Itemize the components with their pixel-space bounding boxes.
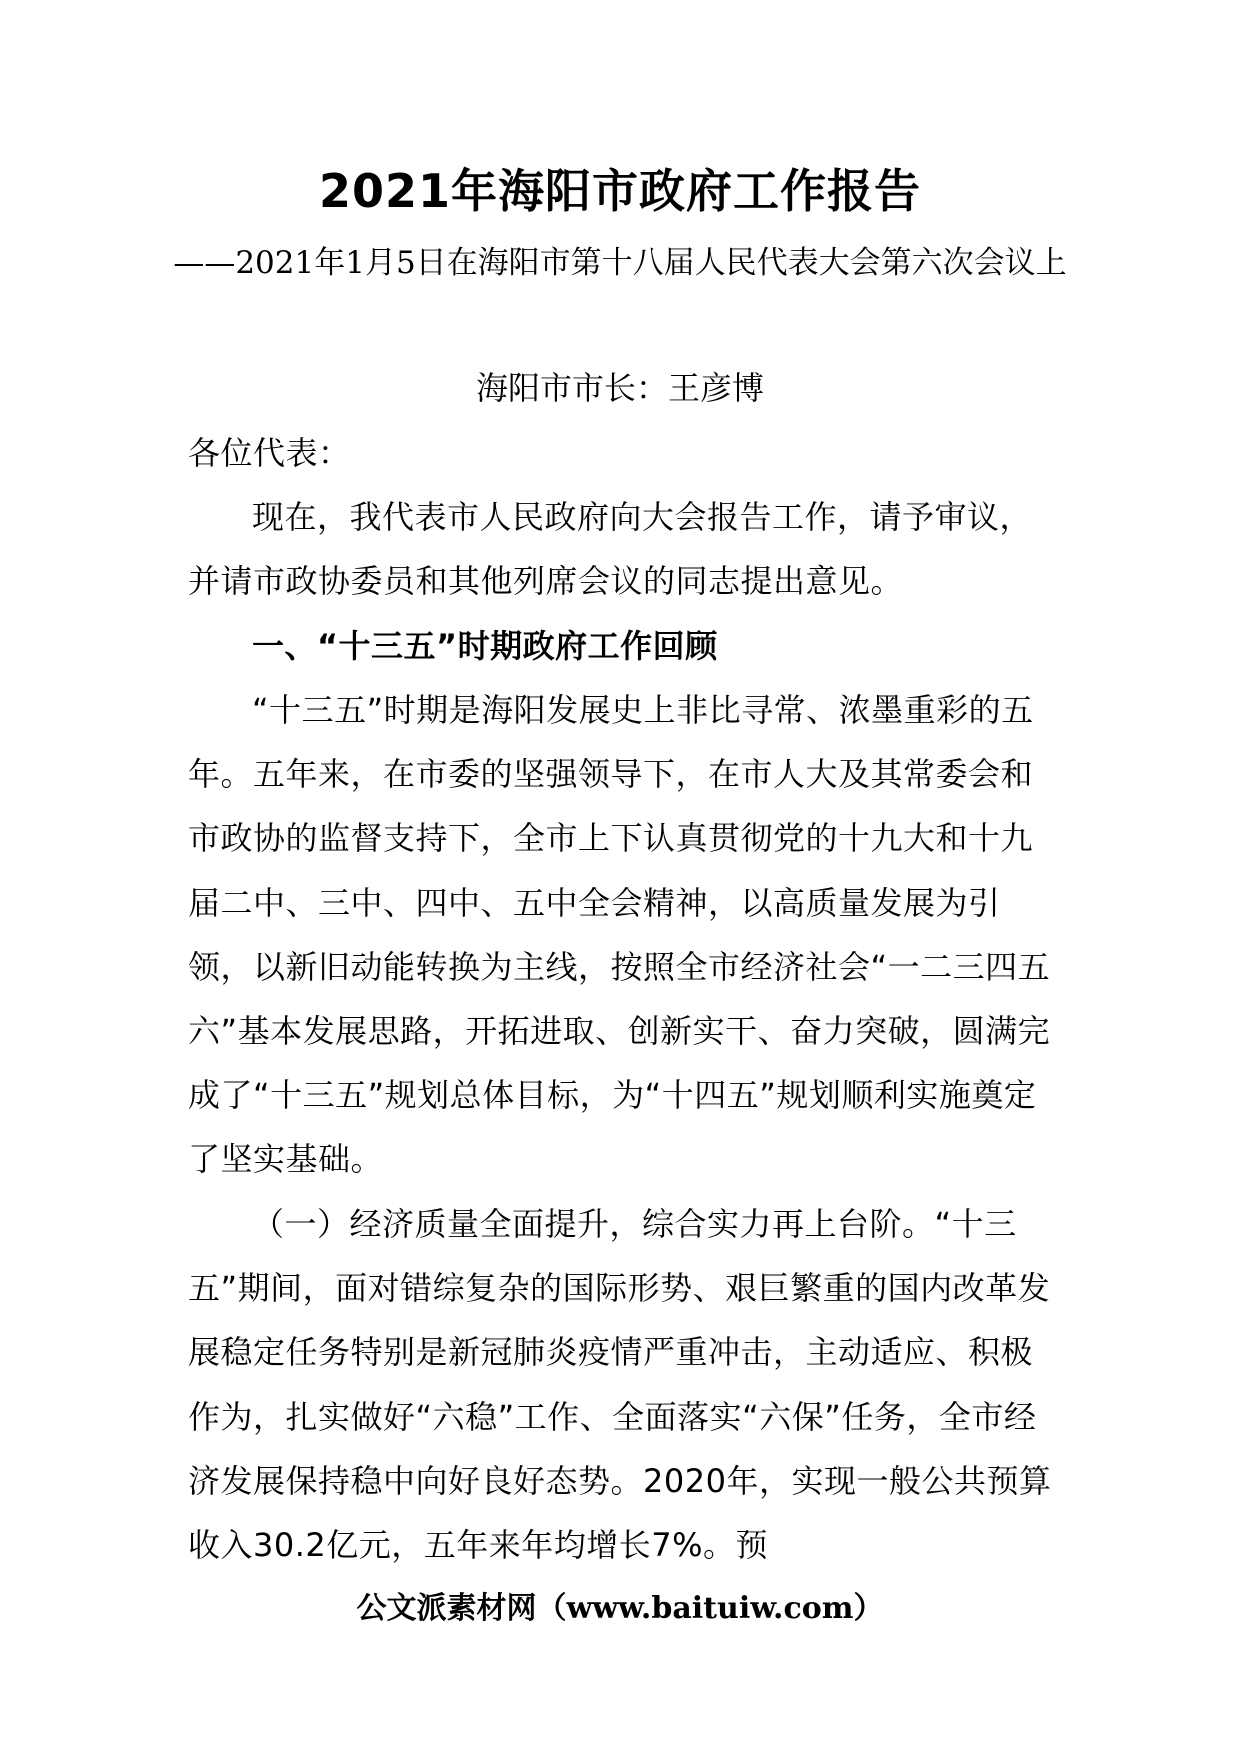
- salutation: 各位代表：: [188, 434, 351, 472]
- document-subtitle: ——2021年1月5日在海阳市第十八届人民代表大会第六次会议上: [173, 245, 1067, 281]
- footer-site-name: 公文派素材网: [356, 1591, 537, 1626]
- paragraph-economy: （一）经济质量全面提升，综合实力再上台阶。“十三五”期间，面对错综复杂的国际形势、艰巨繁重的国内改革发展稳定任务特别是新冠肺炎疫情严重冲击，主动适应、积极作为，扎实做好“六稳”工作、全面落实“六保”任务，全市经济发展保持稳中向好良好态势。2020年，实现一般公共预算收入30.2亿元，五年来年均增长7%。预: [188, 1205, 1052, 1565]
- paragraph-review: “十三五”时期是海阳发展史上非比寻常、浓墨重彩的五年。五年来，在市委的坚强领导下，在市人大及其常委会和市政协的监督支持下，全市上下认真贯彻党的十九大和十九届二中、三中、四中、五中全会精神，以高质量发展为引领，以新旧动能转换为主线，按照全市经济社会“一二三四五六”基本发展思路，开拓进取、创新实干、奋力突破，圆满完成了“十三五”规划总体目标，为“十四五”规划顺利实施奠定了坚实基础。: [188, 691, 1051, 1179]
- section-heading: 一、“十三五”时期政府工作回顾: [252, 627, 718, 665]
- paragraph-intro: 现在，我代表市人民政府向大会报告工作，请予审议，并请市政协委员和其他列席会议的同志提出意见。: [188, 498, 1033, 601]
- author-line: 海阳市市长：王彦博: [475, 369, 764, 407]
- document-title: 2021年海阳市政府工作报告: [318, 164, 922, 218]
- footer-site-url: （www.baituiw.com）: [536, 1591, 884, 1626]
- footer-watermark: [0, 1584, 1240, 1634]
